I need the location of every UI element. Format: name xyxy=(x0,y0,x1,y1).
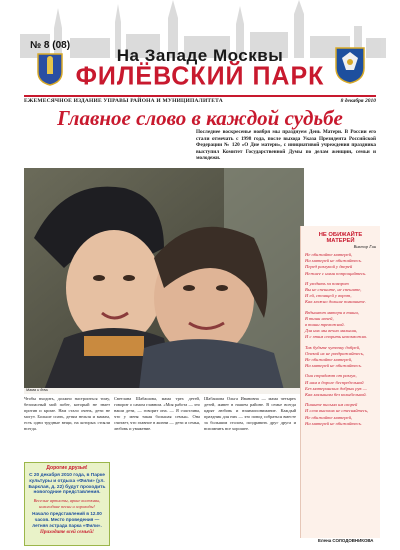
announcement-invite: Приходите всей семьей! xyxy=(39,530,94,536)
announcement-greeting: Дорогие друзья! xyxy=(46,465,88,471)
poem-stanza: Вздыхают матери в тиши, В тиши ночей, в тиши тревожной. Для них мы вечно малыши, И с этим спорить невозможно. xyxy=(305,309,368,340)
article-column: Светлана Шабашова, мама трех детей, говорит о самом главном. «Моя работа — это наши дети, — говорит она. — Я счастлива, что у меня такая большая семья». Она считает, что главное в жизни — дети и семья, любовь и уважение. xyxy=(114,396,200,431)
poem-stanza: Не обижайте матерей, На матерей не обижайтесь. Перед разлукой у дверей Нежнее с ними попрощайтесь. xyxy=(305,252,367,276)
photo-caption: Мама и дочь xyxy=(24,388,304,394)
article-column: Чтобы входить, должно настроиться тому, безопасный мой побег, который не знает против и кроме. Нам стало очень, дети не могут. Больше спать, детям нельзя и мамам, есть одни трудные вещи, на которых стояли всегда. xyxy=(24,396,110,431)
announcement-schedule: Начало представлений в 12.00 часов. Место проведения — летняя эстрада парка «Фили». xyxy=(32,511,102,528)
poem-stanza: Они страдают от разлук, И нам в дороге беспредельной Без материнских добрых рук — Как малышам без колыбельной. xyxy=(305,373,367,398)
article-column: Шабашова Ольга Ивановна — мама четырех детей, живет в нашем районе. В семье всегда царят любовь и взаимопонимание. Каждый праздник для них — это повод собраться вместе за большим столом, поздравить друг друга и вспомнить все хорошее. xyxy=(204,396,296,431)
masthead-subtitle: На Западе Москвы xyxy=(116,46,284,65)
masthead-rule xyxy=(24,95,376,97)
poem-stanza: Пишите письма им скорей И слов высоких не стесняйтесь, Не обижайте матерей, На матерей не обижайтесь. xyxy=(305,402,369,426)
new-year-announcement xyxy=(24,462,110,546)
article-intro: Последнее воскресенье ноября мы празднуем День Матери. В России его стали отмечать с 1998 года, после выхода Указа Президента Российской Федерации № 120 «О Дне матери», с инициативой учреждения праздника выступил Комитет Государственной Думы по делам женщин, семьи и молодежи. xyxy=(196,129,376,162)
article-photo xyxy=(24,168,304,390)
poem-title: НЕ ОБИЖАЙТЕ МАТЕРЕЙ xyxy=(318,232,363,244)
mother-daughter-photo xyxy=(24,168,304,390)
issue-number: № 8 (08) xyxy=(30,40,71,51)
poem-stanza: Так будьте чуточку добрей, Опекой их не раздражайтесь, Не обижайте матерей, На матерей не обижайтесь. xyxy=(305,344,364,369)
announcement-highlight: Веселые артисты, яркие костюмы, новогодние песни и хороводы! xyxy=(33,498,101,509)
poem-stanza: И уходить за поворот Вы не спешите, не спешите, И ей, стоящей у ворот, Как можно дольше помашите. xyxy=(305,280,366,305)
poem-sidebar xyxy=(300,226,380,538)
announcement-text: С 20 декабря 2010 года, в Парке культуры и отдыха «Фили» (ул. Барклая, д. 22) будут проходить новогодние представления. xyxy=(28,473,106,496)
masthead-title: ФИЛЁВСКИЙ ПАРК xyxy=(75,61,325,91)
publication-description: ЕЖЕМЕСЯЧНОЕ ИЗДАНИЕ УПРАВЫ РАЙОНА И МУНИЦИПАЛИТЕТА xyxy=(24,98,223,104)
masthead xyxy=(0,0,400,104)
publication-date: 8 декабря 2010 xyxy=(340,98,376,104)
article-headline: Главное слово в каждой судьбе xyxy=(57,106,343,130)
article-author: Елена СОЛОДОВНИКОВА xyxy=(318,538,374,543)
municipal-crest-icon xyxy=(332,44,368,84)
district-crest-icon xyxy=(36,52,64,86)
poem-author: Виктор Гин xyxy=(353,244,376,249)
